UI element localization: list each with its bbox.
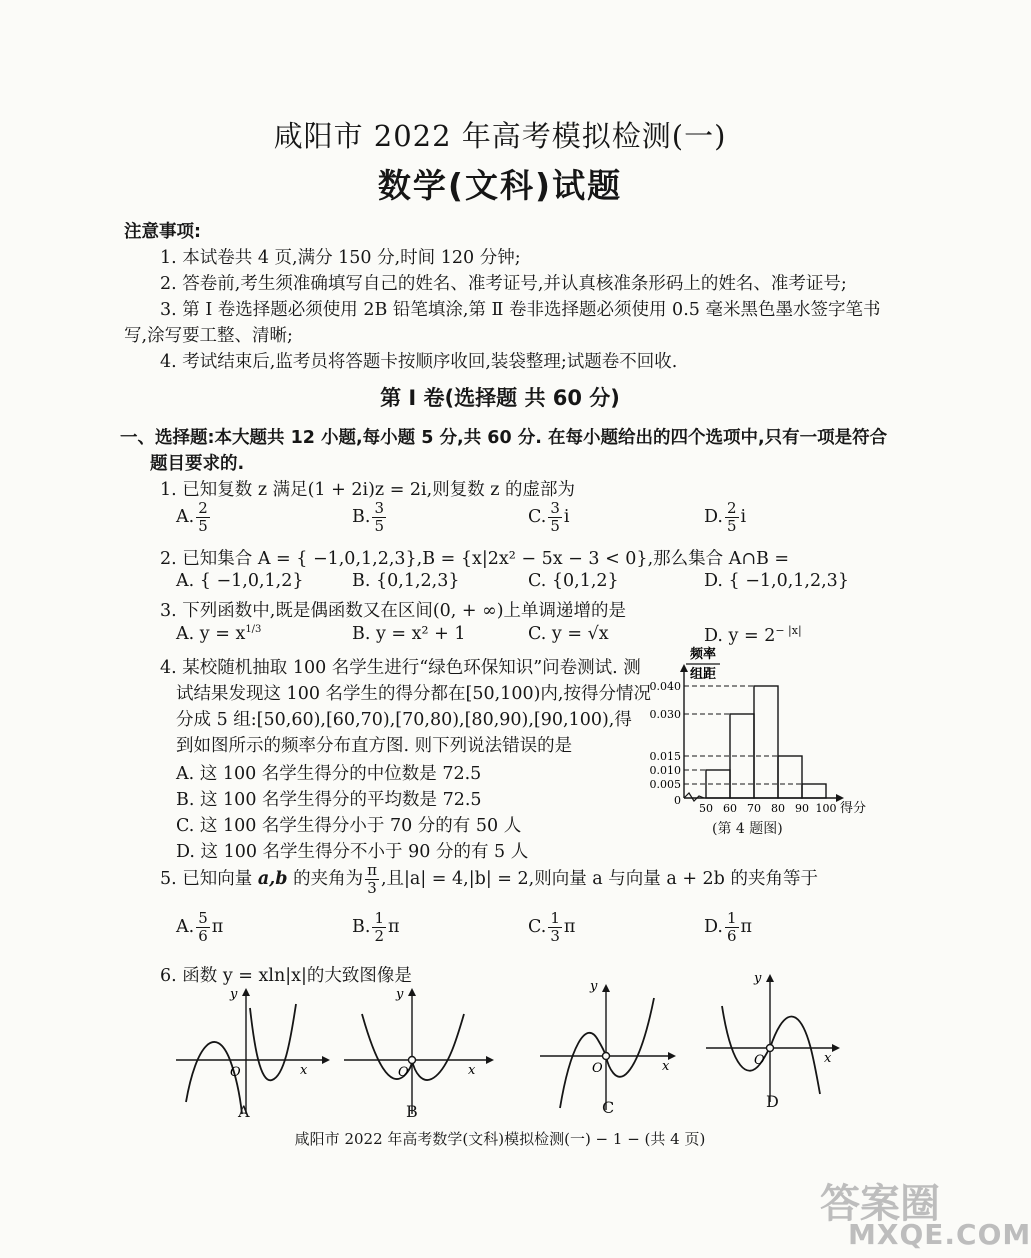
graph-a (172, 984, 332, 1124)
q5-option-d: D. $\frac{1}{6}$ π (704, 909, 753, 945)
notice-item: 3. 第 Ⅰ 卷选择题必须使用 2B 铅笔填涂,第 Ⅱ 卷非选择题必须使用 0.5 毫米黑色墨水签字笔书 (160, 300, 881, 320)
y-tick-label: 0.010 (649, 764, 681, 777)
q4-option-d: D. 这 100 名学生得分不小于 90 分的有 5 人 (176, 842, 529, 862)
notice-item: 1. 本试卷共 4 页,满分 150 分,时间 120 分钟; (160, 248, 521, 268)
y-tick-label: 0.015 (649, 750, 681, 763)
x-axis-label: x (824, 1051, 832, 1066)
q4-caption: (第 4 题图) (712, 821, 783, 837)
q3-option-b: B. y = x² + 1 (352, 624, 466, 644)
x-axis-label: 得分 (840, 801, 867, 816)
q2-option-a: A. { −1,0,1,2} (176, 571, 304, 591)
section-intro: 题目要求的. (150, 454, 245, 474)
q1-option-b: B. $\frac{3}{5}$ (352, 499, 384, 535)
q4-stem-line: 分成 5 组:[50,60),[60,70),[70,80),[80,90),[90,100),得 (176, 710, 632, 730)
q4-option-c: C. 这 100 名学生得分小于 70 分的有 50 人 (176, 816, 522, 836)
q4-option-a: A. 这 100 名学生得分的中位数是 72.5 (176, 764, 482, 784)
notice-item: 4. 考试结束后,监考员将答题卡按顺序收回,装袋整理;试题卷不回收. (160, 352, 678, 372)
q4-stem-line: 4. 某校随机抽取 100 名学生进行“绿色环保知识”问卷测试. 测 (160, 658, 641, 678)
histogram-bar (754, 686, 778, 798)
origin-label: 0 (674, 794, 681, 807)
q3-option-a: A. $y = x^{1/3}$ (176, 624, 262, 644)
x-tick-label: 50 (699, 802, 713, 815)
origin-label: O (754, 1053, 765, 1068)
x-axis-label: x (662, 1059, 670, 1074)
notice-heading: 注意事项: (124, 222, 201, 242)
x-tick-label: 100 (815, 802, 837, 815)
histogram-bar (778, 756, 802, 798)
graph-a-label: A (238, 1102, 250, 1121)
y-axis-arrow (680, 664, 688, 672)
q3-option-d: D. $y = 2^{- |x|}$ (704, 624, 802, 646)
section-intro: 一、选择题:本大题共 12 小题,每小题 5 分,共 60 分. 在每小题给出的四个选项中,只有一项是符合 (120, 428, 888, 448)
q5-option-a: A. $\frac{5}{6}$ π (176, 909, 224, 945)
graph-c (536, 978, 696, 1118)
exam-title: 咸阳市 2022 年高考模拟检测(一) (273, 119, 727, 153)
q1-option-a: A. $\frac{2}{5}$ (176, 499, 208, 535)
watermark-url: MXQE.COM (848, 1218, 1031, 1251)
graph-b (340, 984, 500, 1124)
origin-label: O (592, 1061, 603, 1076)
q4-option-b: B. 这 100 名学生得分的平均数是 72.5 (176, 790, 482, 810)
q5-option-b: B. $\frac{1}{2}$ π (352, 909, 400, 945)
q4-stem-line: 试结果发现这 100 名学生的得分都在[50,100)内,按得分情况 (176, 684, 651, 704)
y-tick-label: 0.030 (649, 708, 681, 721)
y-axis-label: y (590, 979, 598, 994)
notice-item: 2. 答卷前,考生须准确填写自己的姓名、准考证号,并认真核准条形码上的姓名、准考证号; (160, 274, 847, 294)
x-tick-label: 70 (747, 802, 761, 815)
y-axis-label: y (396, 987, 404, 1002)
notice-item: 写,涂写要工整、清晰; (124, 326, 293, 346)
graph-d (702, 970, 862, 1110)
q2-option-c: C. {0,1,2} (528, 571, 619, 591)
x-tick-label: 80 (771, 802, 785, 815)
q5-stem: 5. 已知向量 a,b 的夹角为 $\frac{\pi}{3}$ ,且|a| = 4,|b| = 2,则向量 a 与向量 a + 2b 的夹角等于 (160, 861, 818, 897)
x-tick-label: 60 (723, 802, 737, 815)
frequency-histogram (640, 644, 880, 840)
graph-c-label: C (602, 1098, 615, 1117)
q1-option-c: C. $\frac{3}{5}$ i (528, 499, 570, 535)
histogram-bar (802, 784, 826, 798)
y-tick-label: 0.040 (649, 680, 681, 693)
x-tick-label: 90 (795, 802, 809, 815)
graph-d-label: D (766, 1092, 779, 1111)
q4-stem-line: 到如图所示的频率分布直方图. 则下列说法错误的是 (176, 736, 573, 756)
axis-break (684, 793, 704, 801)
q3-stem: 3. 下列函数中,既是偶函数又在区间(0, + ∞)上单调递增的是 (160, 601, 627, 621)
y-label-bottom: 组距 (690, 667, 717, 682)
q2-stem: 2. 已知集合 A = { −1,0,1,2,3},B = {x|2x² − 5x − 3 < 0},那么集合 A∩B = (160, 549, 790, 569)
q3-option-c: C. y = √x (528, 624, 609, 644)
x-axis-label: x (468, 1063, 476, 1078)
y-axis-label: y (754, 971, 762, 986)
page-footer: 咸阳市 2022 年高考数学(文科)模拟检测(一) − 1 − (共 4 页) (294, 1130, 706, 1148)
origin-label: O (398, 1065, 409, 1080)
section-title: 第 Ⅰ 卷(选择题 共 60 分) (380, 386, 620, 410)
q5-option-c: C. $\frac{1}{3}$ π (528, 909, 576, 945)
y-tick-label: 0.005 (649, 778, 681, 791)
q2-option-d: D. { −1,0,1,2,3} (704, 571, 849, 591)
graph-b-label: B (406, 1102, 418, 1121)
x-axis-label: x (300, 1063, 308, 1078)
subject-title: 数学(文科)试题 (377, 166, 623, 205)
q2-option-b: B. {0,1,2,3} (352, 571, 460, 591)
origin-label: O (230, 1065, 241, 1080)
q1-stem: 1. 已知复数 z 满足(1 + 2i)z = 2i,则复数 z 的虚部为 (160, 480, 576, 500)
y-axis-label: y (230, 987, 238, 1002)
q6-stem: 6. 函数 y = xln|x|的大致图像是 (160, 966, 412, 986)
y-label-top: 频率 (690, 647, 717, 662)
q1-option-d: D. $\frac{2}{5}$ i (704, 499, 747, 535)
watermark-logo: 答案圈 (820, 1181, 940, 1227)
